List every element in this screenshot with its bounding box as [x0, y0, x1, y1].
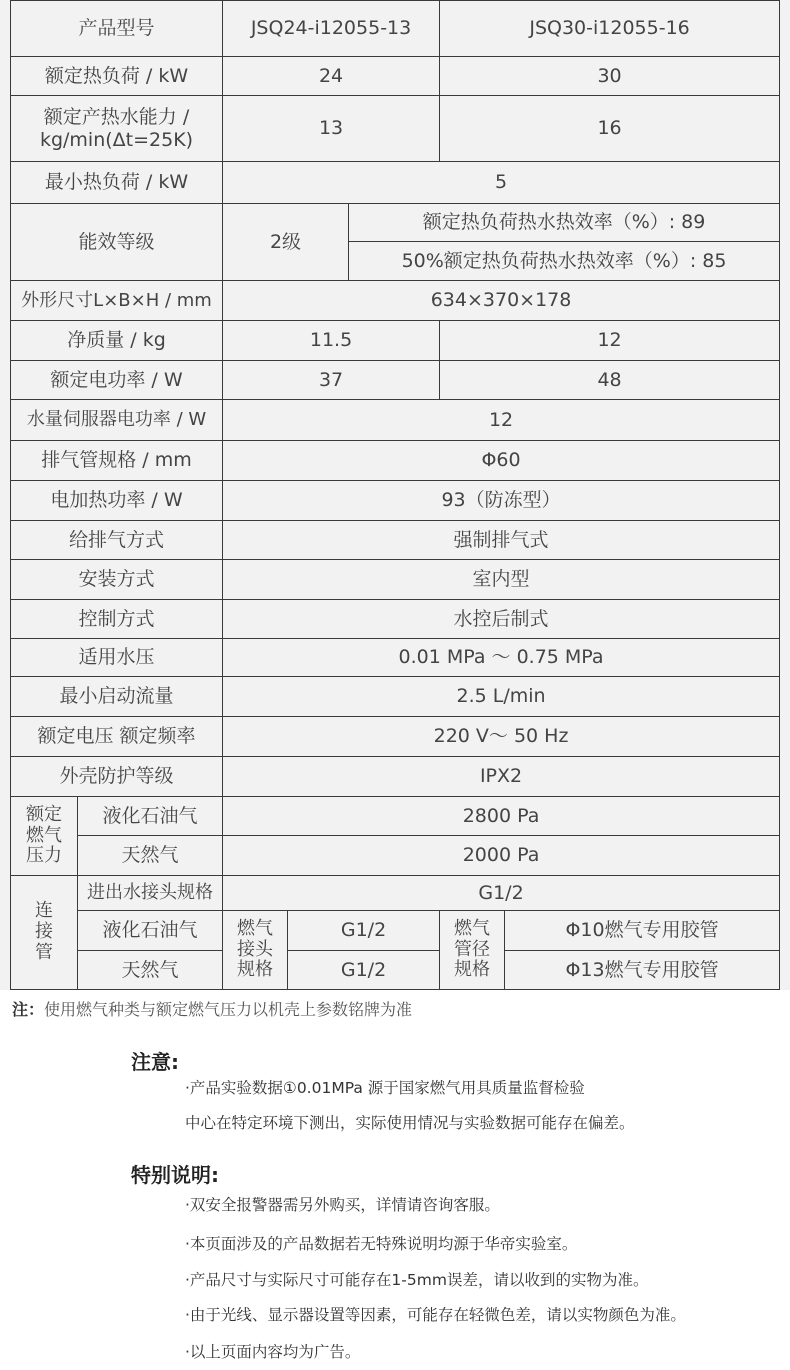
rated-heat-load-label: 额定热负荷 / kW	[11, 57, 223, 96]
gas-pressure-ng-value: 2000 Pa	[223, 836, 780, 876]
min-flow-label: 最小启动流量	[11, 677, 223, 717]
gas-pipe-spec-label	[440, 911, 505, 990]
header-row	[11, 1, 780, 57]
min-heat-load-label: 最小热负荷 / kW	[11, 162, 223, 204]
gas-joint-spec-line-1: 燃气	[237, 917, 274, 939]
gas-pipe-spec-line-2: 管径	[454, 938, 491, 960]
notice-line-1: ·产品实验数据①0.01MPa 源于国家燃气用具质量监督检验	[185, 1079, 585, 1097]
water-joint-value: G1/2	[223, 876, 780, 911]
control-mode-value: 水控后制式	[223, 600, 780, 639]
min-heat-load-value: 5	[223, 162, 780, 204]
connection-group-line-3: 管	[35, 941, 53, 963]
gas-joint-spec-line-3: 规格	[237, 959, 274, 981]
lpg-joint-value: G1/2	[288, 911, 440, 951]
table-row	[11, 57, 780, 96]
table-row	[11, 876, 780, 911]
water-joint-label: 进出水接头规格	[78, 876, 223, 911]
table-row	[11, 911, 780, 951]
net-weight-b: 12	[440, 321, 780, 361]
connection-ng-label: 天然气	[78, 951, 223, 990]
servo-power-value: 12	[223, 400, 780, 441]
gas-joint-spec-label	[223, 911, 288, 990]
install-mode-value: 室内型	[223, 560, 780, 600]
rated-heat-load-a: 24	[223, 57, 440, 96]
dimensions-label: 外形尺寸L×B×H / mm	[11, 281, 223, 321]
footnote-text: 使用燃气种类与额定燃气压力以机壳上参数铭牌为准	[44, 1000, 413, 1019]
install-mode-label: 安装方式	[11, 560, 223, 600]
heating-power-label: 电加热功率 / W	[11, 481, 223, 521]
exhaust-pipe-value: Φ60	[223, 441, 780, 481]
table-row	[11, 481, 780, 521]
exhaust-mode-value: 强制排气式	[223, 521, 780, 560]
gas-pipe-spec-line-1: 燃气	[454, 917, 491, 939]
servo-power-label: 水量伺服器电功率 / W	[11, 400, 223, 441]
table-row	[11, 717, 780, 757]
spec-table	[10, 0, 780, 990]
special-item: ·本页面涉及的产品数据若无特殊说明均源于华帝实验室。	[185, 1235, 578, 1253]
connection-group-line-2: 接	[35, 921, 53, 943]
ng-pipe-value: Φ13燃气专用胶管	[505, 951, 780, 990]
table-row	[11, 951, 780, 990]
table-row	[11, 757, 780, 797]
table-row	[11, 797, 780, 836]
special-item: ·双安全报警器需另外购买，详情请咨询客服。	[185, 1196, 500, 1214]
voltage-freq-label: 额定电压 额定频率	[11, 717, 223, 757]
rated-heat-load-b: 30	[440, 57, 780, 96]
exhaust-mode-label: 给排气方式	[11, 521, 223, 560]
special-title: 特别说明:	[131, 1163, 219, 1187]
footnote-prefix: 注：	[12, 1000, 45, 1019]
net-weight-label: 净质量 / kg	[11, 321, 223, 361]
table-row	[11, 96, 780, 162]
ip-rating-value: IPX2	[223, 757, 780, 797]
table-row	[11, 400, 780, 441]
net-weight-a: 11.5	[223, 321, 440, 361]
connection-lpg-label: 液化石油气	[78, 911, 223, 951]
model-label: 产品型号	[11, 1, 223, 57]
gas-pressure-lpg-value: 2800 Pa	[223, 797, 780, 836]
special-item: ·产品尺寸与实际尺寸可能存在1-5mm误差，请以收到的实物为准。	[185, 1271, 649, 1289]
gas-pressure-lpg-label: 液化石油气	[78, 797, 223, 836]
rated-power-a: 37	[223, 361, 440, 400]
gas-joint-spec-line-2: 接头	[237, 938, 274, 960]
dimensions-value: 634×370×178	[223, 281, 780, 321]
table-row	[11, 600, 780, 639]
model-b: JSQ30-i12055-16	[440, 1, 780, 57]
table-row	[11, 639, 780, 677]
table-row	[11, 441, 780, 481]
water-pressure-label: 适用水压	[11, 639, 223, 677]
gas-pressure-group-line-3: 压力	[26, 845, 62, 867]
table-row	[11, 162, 780, 204]
special-item: ·由于光线、显示器设置等因素，可能存在轻微色差，请以实物颜色为准。	[185, 1306, 686, 1324]
rated-power-label: 额定电功率 / W	[11, 361, 223, 400]
notice-line-2: 中心在特定环境下测出，实际使用情况与实验数据可能存在偏差。	[185, 1114, 635, 1132]
efficiency-half-load: 50%额定热负荷热水热效率（%）: 85	[349, 242, 780, 281]
table-footnote	[12, 997, 412, 1020]
table-row	[11, 836, 780, 876]
heating-power-value: 93（防冻型）	[223, 481, 780, 521]
table-row	[11, 361, 780, 400]
table-row	[11, 521, 780, 560]
rated-hot-water-label	[11, 96, 223, 162]
special-item: ·以上页面内容均为广告。	[185, 1343, 361, 1361]
gas-pressure-ng-label: 天然气	[78, 836, 223, 876]
lpg-pipe-value: Φ10燃气专用胶管	[505, 911, 780, 951]
ng-joint-value: G1/2	[288, 951, 440, 990]
energy-grade-label: 能效等级	[11, 204, 223, 281]
ip-rating-label: 外壳防护等级	[11, 757, 223, 797]
energy-grade-value: 2级	[223, 204, 349, 281]
gas-pressure-group-line-2: 燃气	[26, 824, 62, 846]
rated-hot-water-label-line-1: 额定产热水能力 /	[43, 105, 190, 128]
connection-group-line-1: 连	[35, 900, 53, 922]
voltage-freq-value: 220 V～ 50 Hz	[223, 717, 780, 757]
gas-pressure-group-label	[11, 797, 78, 876]
table-row	[11, 204, 780, 242]
min-flow-value: 2.5 L/min	[223, 677, 780, 717]
efficiency-rated: 额定热负荷热水热效率（%）: 89	[349, 204, 780, 242]
table-row	[11, 281, 780, 321]
control-mode-label: 控制方式	[11, 600, 223, 639]
notice-title: 注意:	[131, 1050, 179, 1074]
connection-group-label	[11, 876, 78, 990]
table-row	[11, 677, 780, 717]
rated-hot-water-label-line-2: kg/min(Δt=25K)	[39, 128, 194, 151]
gas-pipe-spec-line-3: 规格	[454, 959, 491, 981]
rated-hot-water-b: 16	[440, 96, 780, 162]
table-row	[11, 321, 780, 361]
exhaust-pipe-label: 排气管规格 / mm	[11, 441, 223, 481]
model-a: JSQ24-i12055-13	[223, 1, 440, 57]
rated-power-b: 48	[440, 361, 780, 400]
water-pressure-value: 0.01 MPa ～ 0.75 MPa	[223, 639, 780, 677]
rated-hot-water-a: 13	[223, 96, 440, 162]
gas-pressure-group-line-1: 额定	[26, 803, 62, 825]
table-row	[11, 560, 780, 600]
